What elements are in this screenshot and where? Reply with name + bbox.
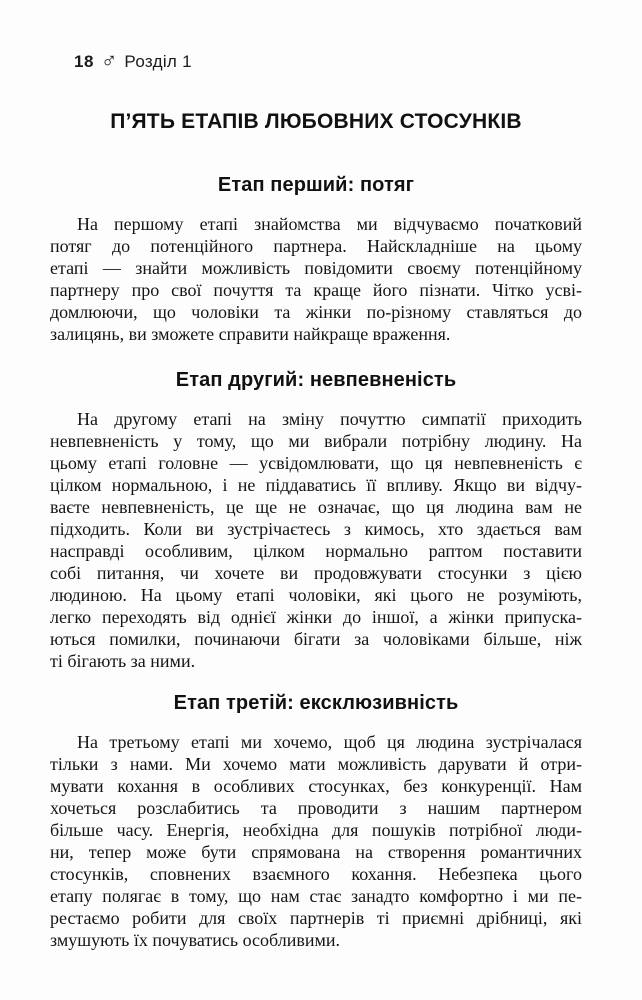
text-line: легко переходять від однієї жінки до іншої, а жінки припуска- — [50, 607, 582, 627]
page-header — [74, 48, 192, 73]
paragraph — [50, 408, 582, 672]
text-line: невпевненість у тому, що ми вибрали потрібну людину. На — [50, 431, 582, 451]
paragraph — [50, 213, 582, 345]
text-line: етапу полягає в тому, що нам стає занадто комфортно і ми пе- — [50, 886, 582, 906]
text-line: залицянь, ви зможете справити найкраще враження. — [50, 324, 451, 344]
text-line: тільки з нами. Ми хочемо мати можливість дарувати й отри- — [50, 754, 582, 774]
text-line: ни, тепер може бути спрямована на створення романтичних — [50, 842, 582, 862]
paragraph — [50, 731, 582, 951]
text-line: хочеться розслабитись та проводити з нашим партнером — [50, 798, 582, 818]
text-line: більше часу. Енергія, необхідна для пошуків потрібної люди- — [50, 820, 582, 840]
section-heading: Етап перший: потяг — [217, 174, 415, 196]
text-line: На першому етапі знайомства ми відчуваємо початковий — [77, 214, 582, 234]
section-stage-two — [50, 369, 582, 672]
text-line: насправді особливим, цілком нормально раптом поставити — [50, 541, 582, 561]
text-line: На третьому етапі ми хочемо, щоб ця людина зустрічалася — [77, 732, 582, 752]
section-stage-one — [50, 174, 582, 345]
page-number: 18 — [74, 52, 94, 71]
section-stage-three — [50, 692, 582, 951]
text-line: стосунків, сповнених взаємного кохання. Небезпека цього — [50, 864, 582, 884]
text-line: На другому етапі на зміну почуттю симпатії приходить — [77, 409, 582, 429]
text-line: підходить. Коли ви зустрічаєтесь з кимось, хто здається вам — [50, 519, 582, 539]
section-heading: Етап другий: невпевненість — [175, 369, 457, 391]
text-line: етапі — знайти можливість повідомити своєму потенційному — [50, 258, 582, 278]
section-heading: Етап третій: ексклюзивність — [173, 692, 459, 714]
text-line: цьому етапі головне — усвідомлювати, що ця невпевненість є — [50, 453, 582, 473]
text-line: партнеру про свої почуття та краще його пізнати. Чітко усві- — [50, 280, 582, 300]
text-line: ті бігають за ними. — [50, 651, 196, 671]
chapter-label: Розділ 1 — [124, 52, 192, 71]
text-line: мувати кохання в особливих стосунках, без конкуренції. Нам — [50, 776, 582, 796]
text-line: потяг до потенційного партнера. Найскладніше на цьому — [50, 236, 582, 256]
text-line: домлюючи, що чоловіки та жінки по-різному ставляться до — [50, 302, 582, 322]
text-line: собі питання, чи хочете ви продовжувати стосунки з цією — [50, 563, 582, 583]
text-line: людиною. На цьому етапі чоловіки, які цього не розуміють, — [50, 585, 582, 605]
text-line: рестаємо робити для своїх партнерів ті приємні дрібниці, які — [50, 908, 582, 928]
text-line: ються помилки, починаючи бігати за чоловіками більше, ніж — [50, 629, 582, 649]
mars-icon: ♂ — [100, 48, 118, 73]
text-line: змушують їх почуватись особливими. — [50, 930, 341, 950]
page-title: П’ЯТЬ ЕТАПІВ ЛЮБОВНИХ СТОСУНКІВ — [110, 110, 522, 133]
text-line: цілком нормальною, і не піддаватись її впливу. Якщо ви відчу- — [50, 475, 582, 495]
text-line: ваєте невпевненість, це ще не означає, що ця людина вам не — [50, 497, 582, 517]
